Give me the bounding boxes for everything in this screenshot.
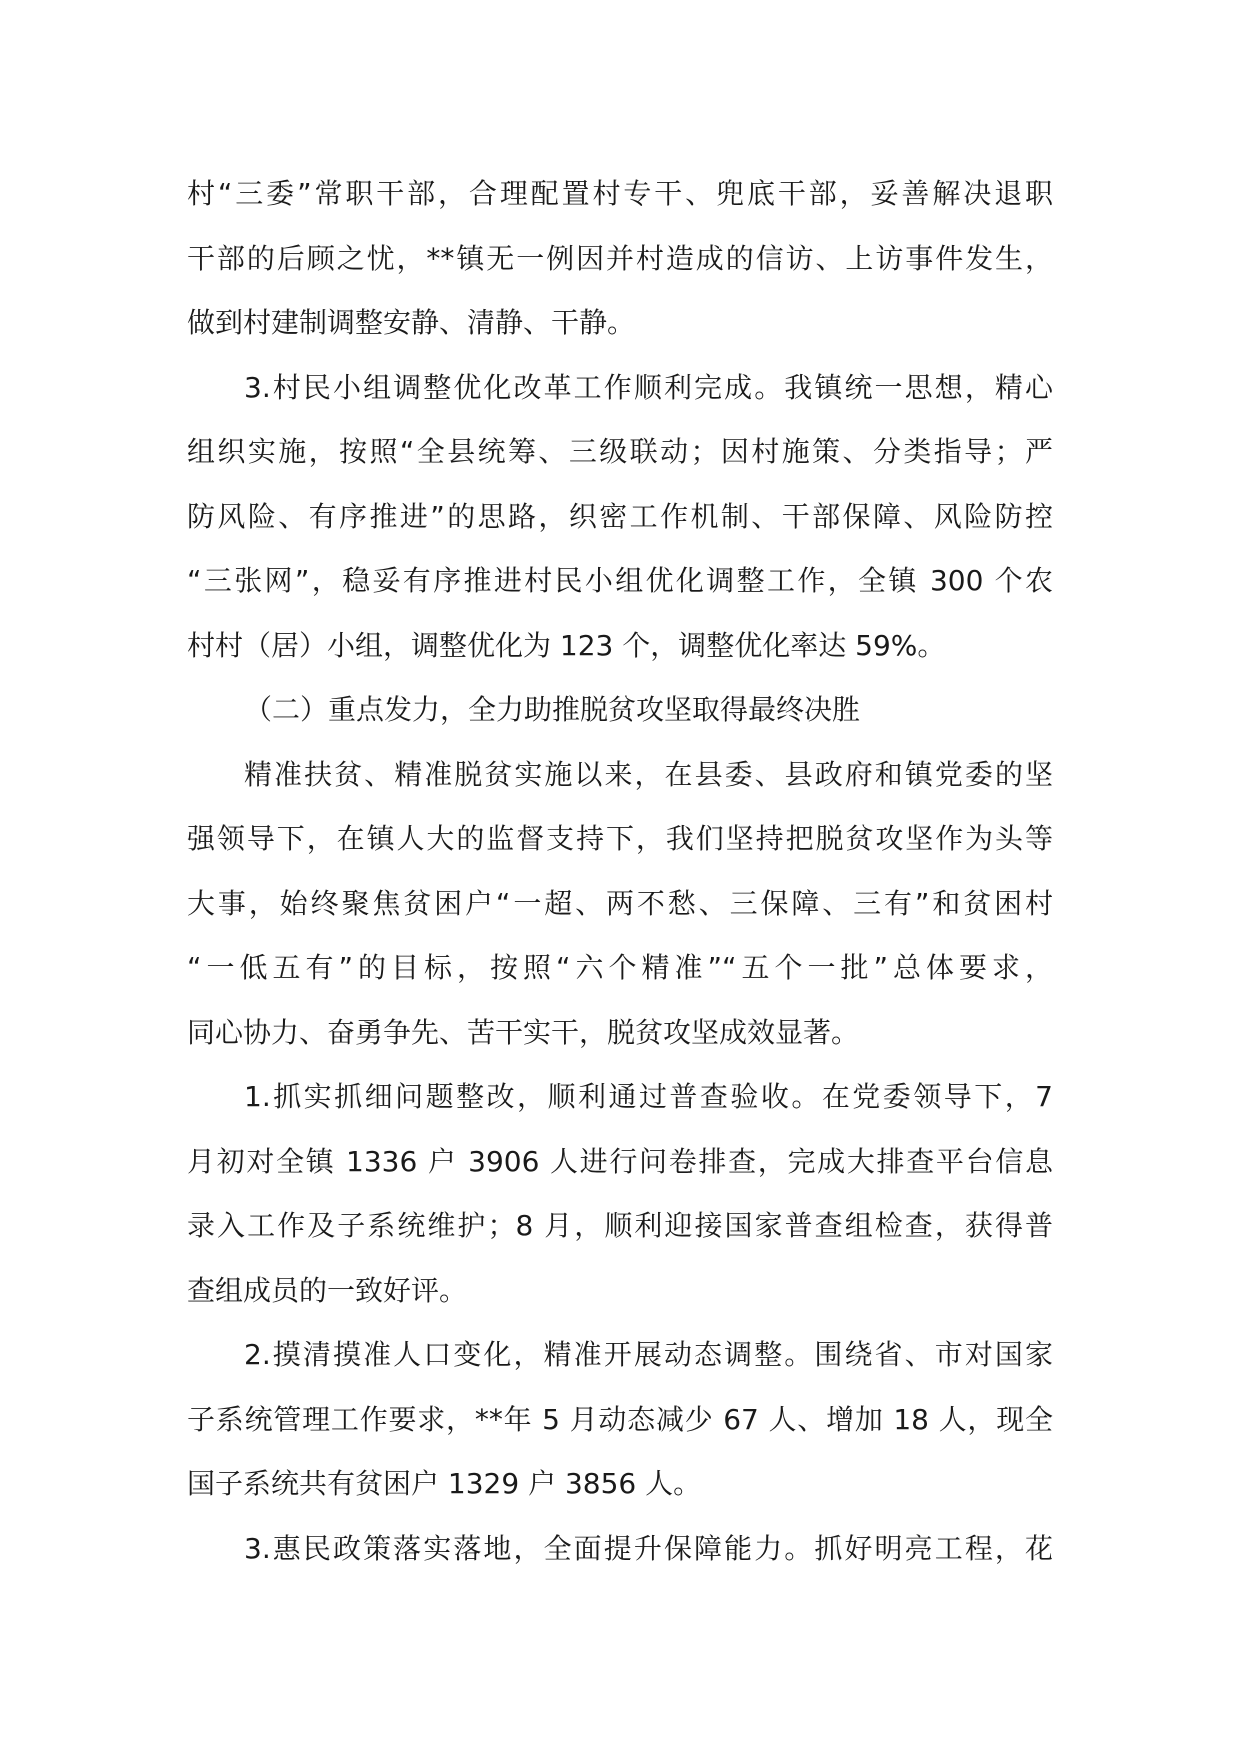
text-line: 防风险、有序推进”的思路，织密工作机制、干部保障、风险防控 (187, 499, 1053, 533)
text-line: 国子系统共有贫困户 1329 户 3856 人。 (187, 1467, 702, 1500)
text-line: 3.村民小组调整优化改革工作顺利完成。我镇统一思想，精心 (244, 370, 1053, 404)
text-line: 3.惠民政策落实落地，全面提升保障能力。抓好明亮工程，花 (244, 1531, 1053, 1565)
text-line: 组织实施，按照“全县统筹、三级联动；因村施策、分类指导；严 (187, 435, 1053, 468)
text-line: 录入工作及子系统维护；8 月，顺利迎接国家普查组检查，获得普 (187, 1209, 1053, 1242)
text-line: 做到村建制调整安静、清静、干静。 (187, 306, 636, 339)
document-body (187, 162, 1053, 1581)
text-line: 同心协力、奋勇争先、苦干实干，脱贫攻坚成效显著。 (187, 1015, 860, 1049)
text-line: 干部的后顾之忧，**镇无一例因并村造成的信访、上访事件发生， (187, 241, 1053, 275)
text-line: 强领导下，在镇人大的监督支持下，我们坚持把脱贫攻坚作为头等 (187, 822, 1053, 855)
text-line: 村“三委”常职干部，合理配置村专干、兜底干部，妥善解决退职 (187, 177, 1053, 210)
text-line: 月初对全镇 1336 户 3906 人进行问卷排查，完成大排查平台信息 (187, 1144, 1053, 1178)
text-line: 1.抓实抓细问题整改，顺利通过普查验收。在党委领导下，7 (244, 1080, 1053, 1113)
text-line: “三张网”，稳妥有序推进村民小组优化调整工作，全镇 300 个农 (187, 564, 1053, 597)
text-line: 子系统管理工作要求，**年 5 月动态减少 67 人、增加 18 人，现全 (187, 1402, 1053, 1436)
text-line: “一低五有”的目标，按照“六个精准”“五个一批”总体要求， (187, 951, 1053, 984)
text-line: 查组成员的一致好评。 (187, 1273, 468, 1307)
text-line: 2.摸清摸准人口变化，精准开展动态调整。围绕省、市对国家 (244, 1338, 1053, 1371)
text-line: 精准扶贫、精准脱贫实施以来，在县委、县政府和镇党委的坚 (244, 757, 1053, 791)
text-line: 村村（居）小组，调整优化为 123 个，调整优化率达 59%。 (187, 628, 946, 662)
text-line: 大事，始终聚焦贫困户“一超、两不愁、三保障、三有”和贫困村 (187, 886, 1053, 920)
text-line: （二）重点发力，全力助推脱贫攻坚取得最终决胜 (244, 693, 861, 726)
